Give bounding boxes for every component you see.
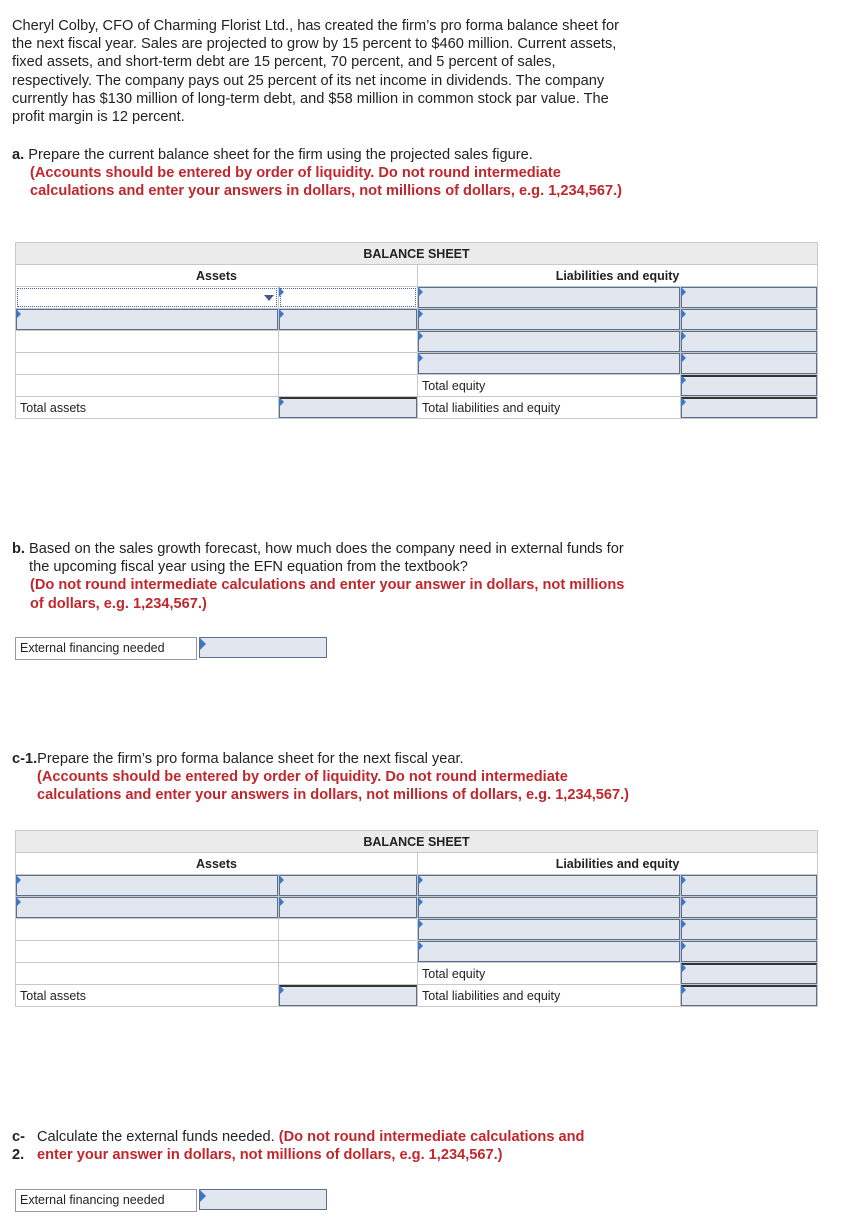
part-a-text: Prepare the current balance sheet for the firm using the projected sales figure. bbox=[28, 147, 533, 163]
flag-icon bbox=[200, 638, 206, 650]
flag-icon bbox=[279, 897, 284, 907]
part-a-question bbox=[12, 146, 632, 201]
flag-icon bbox=[418, 897, 423, 907]
total-liabilities-equity-input[interactable] bbox=[681, 397, 818, 419]
part-c1-text: Prepare the firm’s pro forma balance sheet for the next fiscal year. bbox=[37, 751, 464, 767]
flag-icon bbox=[418, 353, 423, 363]
asset-amount-input[interactable] bbox=[279, 897, 418, 919]
part-c2-label-cont: 2. bbox=[12, 1147, 25, 1164]
balance-sheet-current bbox=[15, 242, 818, 419]
flag-icon bbox=[418, 331, 423, 341]
chevron-down-icon bbox=[264, 295, 274, 301]
part-b-label: b. bbox=[12, 541, 25, 557]
efn-row-c2 bbox=[15, 1189, 327, 1212]
liability-amount-input[interactable] bbox=[681, 353, 818, 375]
flag-icon bbox=[418, 287, 423, 297]
flag-icon bbox=[681, 875, 686, 885]
part-c2-note-line2: enter your answer in dollars, not millions of dollars, e.g. 1,234,567.) bbox=[37, 1147, 503, 1164]
asset-amount-input[interactable] bbox=[279, 875, 418, 897]
flag-icon bbox=[681, 963, 686, 973]
part-c1-note: (Accounts should be entered by order of liquidity. Do not round intermediate calculations and enter your answers in dollars, not millions of dollars, e.g. 1,234,567.) bbox=[37, 769, 630, 804]
efn-label: External financing needed bbox=[15, 637, 197, 660]
liability-account-input[interactable] bbox=[418, 331, 681, 353]
liability-amount-input[interactable] bbox=[681, 919, 818, 941]
total-equity-input[interactable] bbox=[681, 375, 818, 397]
liability-account-input[interactable] bbox=[418, 897, 681, 919]
part-c2-question bbox=[12, 1128, 652, 1164]
flag-icon bbox=[681, 331, 686, 341]
total-equity-input[interactable] bbox=[681, 963, 818, 985]
part-b-question bbox=[12, 540, 637, 613]
flag-icon bbox=[681, 309, 686, 319]
flag-icon bbox=[279, 875, 284, 885]
flag-icon bbox=[16, 897, 21, 907]
balance-sheet-title: BALANCE SHEET bbox=[16, 243, 818, 265]
liability-amount-input[interactable] bbox=[681, 897, 818, 919]
efn-label: External financing needed bbox=[15, 1189, 197, 1212]
efn-input[interactable] bbox=[199, 637, 327, 658]
flag-icon bbox=[279, 309, 284, 319]
liability-amount-input[interactable] bbox=[681, 287, 818, 309]
flag-icon bbox=[681, 397, 686, 407]
liability-amount-input[interactable] bbox=[681, 875, 818, 897]
flag-icon bbox=[418, 941, 423, 951]
liability-account-input[interactable] bbox=[418, 287, 681, 309]
asset-amount-input[interactable] bbox=[279, 309, 418, 331]
part-b-note: (Do not round intermediate calculations and enter your answer in dollars, not millions of dollars, e.g. 1,234,567.) bbox=[30, 577, 625, 612]
efn-row-b bbox=[15, 637, 327, 660]
part-c2-note-line1: (Do not round intermediate calculations and bbox=[278, 1129, 585, 1145]
problem-intro: Cheryl Colby, CFO of Charming Florist Ltd., has created the firm’s pro forma balance sheet for the next fiscal year. Sales are projected to grow by 15 percent to $460 million. Current assets, fixed assets, and short-term debt are 15 percent, 70 percent, and 5 percent of sales, respectively. The company pays out 25 percent of its net income in dividends. The company currently has $130 million of long-term debt, and $58 million in common stock par value. The profit margin is 12 percent. bbox=[12, 18, 619, 126]
flag-icon bbox=[418, 875, 423, 885]
flag-icon bbox=[681, 287, 686, 297]
total-assets-label: Total assets bbox=[20, 988, 87, 1003]
flag-icon bbox=[681, 375, 686, 385]
liability-account-input[interactable] bbox=[418, 941, 681, 963]
flag-icon bbox=[681, 941, 686, 951]
liabilities-equity-header: Liabilities and equity bbox=[418, 265, 818, 287]
liability-account-input[interactable] bbox=[418, 875, 681, 897]
part-c2-label: c- bbox=[12, 1129, 25, 1145]
asset-account-select[interactable] bbox=[16, 287, 279, 309]
total-assets-label: Total assets bbox=[20, 400, 87, 415]
flag-icon bbox=[200, 1190, 206, 1202]
total-liabilities-equity-input[interactable] bbox=[681, 985, 818, 1007]
assets-header: Assets bbox=[16, 853, 418, 875]
liability-account-input[interactable] bbox=[418, 309, 681, 331]
asset-amount-input[interactable] bbox=[279, 287, 418, 309]
part-c2-text: Calculate the external funds needed. bbox=[37, 1129, 275, 1145]
asset-account-input[interactable] bbox=[16, 875, 279, 897]
part-b-text: Based on the sales growth forecast, how much does the company need in external funds for the upcoming fiscal year using the EFN equation from the textbook? bbox=[29, 541, 624, 576]
flag-icon bbox=[681, 919, 686, 929]
part-a-note: (Accounts should be entered by order of liquidity. Do not round intermediate calculations and enter your answers in dollars, not millions of dollars, e.g. 1,234,567.) bbox=[30, 165, 623, 200]
flag-icon bbox=[418, 919, 423, 929]
flag-icon bbox=[418, 309, 423, 319]
part-c1-question bbox=[12, 750, 637, 805]
flag-icon bbox=[16, 309, 21, 319]
asset-account-input[interactable] bbox=[16, 309, 279, 331]
liability-amount-input[interactable] bbox=[681, 309, 818, 331]
assets-header: Assets bbox=[16, 265, 418, 287]
liability-account-input[interactable] bbox=[418, 353, 681, 375]
flag-icon bbox=[279, 985, 284, 995]
flag-icon bbox=[279, 397, 284, 407]
part-a-label: a. bbox=[12, 147, 25, 163]
total-liabilities-equity-label: Total liabilities and equity bbox=[422, 400, 561, 415]
total-equity-label: Total equity bbox=[422, 378, 486, 393]
total-assets-input[interactable] bbox=[279, 397, 418, 419]
flag-icon bbox=[681, 897, 686, 907]
liability-amount-input[interactable] bbox=[681, 331, 818, 353]
part-c1-label: c-1. bbox=[12, 751, 38, 767]
liabilities-equity-header: Liabilities and equity bbox=[418, 853, 818, 875]
flag-icon bbox=[681, 353, 686, 363]
efn-input[interactable] bbox=[199, 1189, 327, 1210]
total-liabilities-equity-label: Total liabilities and equity bbox=[422, 988, 561, 1003]
balance-sheet-title: BALANCE SHEET bbox=[16, 831, 818, 853]
flag-icon bbox=[279, 287, 284, 297]
total-assets-input[interactable] bbox=[279, 985, 418, 1007]
balance-sheet-pro-forma bbox=[15, 830, 818, 1007]
liability-amount-input[interactable] bbox=[681, 941, 818, 963]
flag-icon bbox=[681, 985, 686, 995]
asset-account-input[interactable] bbox=[16, 897, 279, 919]
total-equity-label: Total equity bbox=[422, 966, 486, 981]
liability-account-input[interactable] bbox=[418, 919, 681, 941]
flag-icon bbox=[16, 875, 21, 885]
